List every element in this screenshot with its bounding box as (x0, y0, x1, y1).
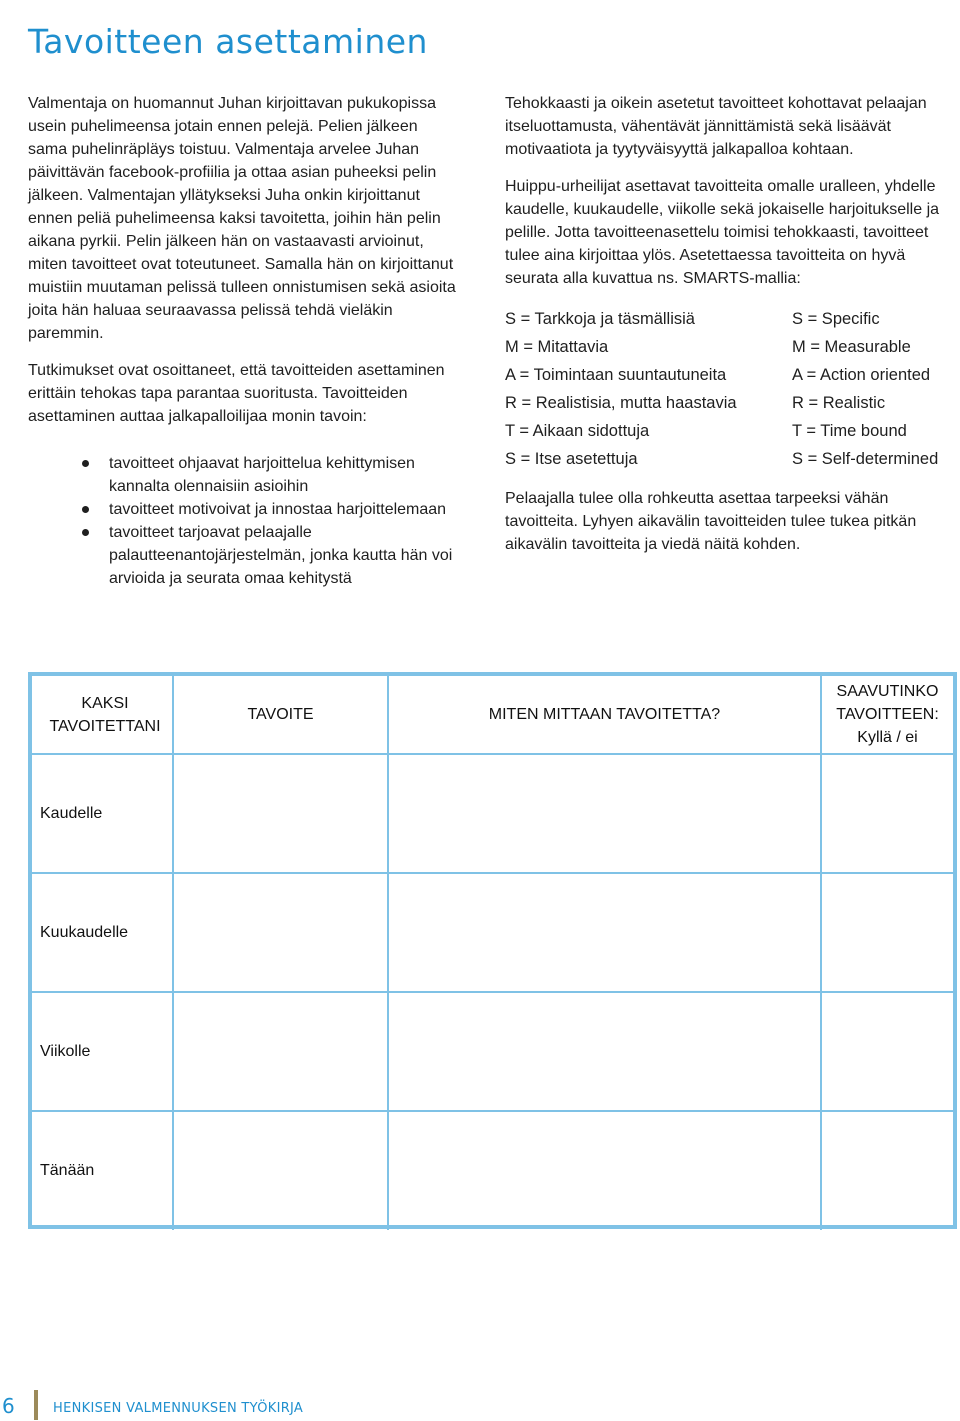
achieved-cell[interactable] (821, 992, 953, 1111)
measure-cell[interactable] (388, 754, 821, 873)
smarts-fi-a: A = Toimintaan suuntautuneita (505, 366, 727, 384)
header-achieved: SAAVUTINKO TAVOITTEEN: Kyllä / ei (821, 676, 953, 754)
achieved-cell[interactable] (821, 754, 953, 873)
goal-cell[interactable] (173, 1111, 388, 1230)
table-header-row (32, 676, 953, 754)
courage-paragraph: Pelaajalla tulee olla rohkeutta asettaa tarpeeksi vähän tavoitteita. Lyhyen aikavälin tavoitteiden tulee tukea pitkän aikavälin tavoitteita ja viedä näitä kohden. (505, 490, 917, 553)
measure-cell[interactable] (388, 873, 821, 992)
table-row (32, 754, 953, 873)
header-how-to-measure: MITEN MITTAAN TAVOITETTA? (388, 676, 821, 754)
smarts-en-t: T = Time bound (792, 422, 907, 440)
benefits-list (28, 452, 460, 590)
page-footer (0, 1390, 960, 1421)
row-label-week: Viikolle (32, 992, 173, 1111)
goal-cell[interactable] (173, 873, 388, 992)
smarts-fi-m: M = Mitattavia (505, 338, 609, 356)
table-row (32, 992, 953, 1111)
research-paragraph: Tutkimukset ovat osoittaneet, että tavoitteiden asettaminen erittäin tehokas tapa parantaa suoritusta. Tavoitteiden asettaminen auttaa jalkapalloilijaa monin tavoin: (28, 362, 445, 425)
list-item: tavoitteet motivoivat ja innostaa harjoittelemaan (28, 498, 460, 521)
table-row (32, 873, 953, 992)
intro-story-paragraph: Valmentaja on huomannut Juhan kirjoittavan pukukopissa usein puhelimeensa jotain ennen pelejä. Pelien jälkeen sama puhelinräpläys toistuu. Valmentaja arvelee Juhan päivittävän facebook-profiilia ja ottaa asian puheeksi pelin jälkeen. Valmentajan yllätykseksi Juha onkin kirjoittanut ennen peliä puhelimeensa kaksi tavoitetta, joihin hän pelin aikana pyrkii. Pelin jälkeen hän on vastaavasti arvioinut, miten tavoitteet ovat toteutuneet. Samalla hän on kirjoittanut muistiin muutaman pelissä tulleen onnistumisen sekä asioita joita hän haluaa seuraavassa pelissä tehdä vieläkin paremmin. (28, 95, 456, 342)
smarts-fi-s1: S = Tarkkoja ja täsmällisiä (505, 310, 695, 328)
bullet-icon (82, 529, 89, 536)
measure-cell[interactable] (388, 992, 821, 1111)
bullet-icon (82, 506, 89, 513)
goal-worksheet-table (28, 672, 957, 1229)
goal-cell[interactable] (173, 992, 388, 1111)
row-label-month: Kuukaudelle (32, 873, 173, 992)
smarts-en-m: M = Measurable (792, 338, 911, 356)
smarts-en-r: R = Realistic (792, 394, 886, 412)
page-number: 6 (2, 1394, 15, 1418)
left-column (28, 92, 460, 590)
list-item: tavoitteet tarjoavat pelaajalle palautteenantojärjestelmän, jonka kautta hän voi arvioida ja seurata omaa kehitystä (28, 521, 460, 590)
table-row (32, 1111, 953, 1230)
row-label-today: Tänään (32, 1111, 173, 1230)
smarts-en-a: A = Action oriented (792, 366, 931, 384)
header-two-goals: KAKSI TAVOITETTANI (32, 676, 173, 754)
achieved-cell[interactable] (821, 873, 953, 992)
confidence-paragraph: Tehokkaasti ja oikein asetetut tavoitteet kohottavat pelaajan itseluottamusta, vähentävät jännittämistä sekä lisäävät motivaatiota ja tyytyväisyyttä jalkapalloa kohtaan. (505, 95, 927, 158)
footer-divider (34, 1390, 38, 1420)
elite-athletes-paragraph: Huippu-urheilijat asettavat tavoitteita omalle uralleen, yhdelle kaudelle, kuukaudelle, viikolle sekä jokaiselle harjoitukselle ja pelille. Jotta tavoitteenasettelu toimisi tehokkaasti, tavoitteet tulee aina kirjoittaa ylös. Asetettaessa tavoitteita on hyvä seurata alla kuvattua ns. SMARTS-mallia: (505, 178, 940, 287)
list-item: tavoitteet ohjaavat harjoittelua kehittymisen kannalta olennaisiin asioihin (28, 452, 460, 498)
measure-cell[interactable] (388, 1111, 821, 1230)
smarts-fi-t: T = Aikaan sidottuja (505, 422, 650, 440)
right-column (505, 92, 945, 570)
book-title: HENKISEN VALMENNUKSEN TYÖKIRJA (53, 1401, 304, 1416)
bullet-icon (82, 460, 89, 467)
page-title: Tavoitteen asettaminen (28, 22, 428, 62)
smarts-en-s2: S = Self-determined (792, 450, 939, 468)
smarts-fi-s2: S = Itse asetettuja (505, 450, 638, 468)
smarts-model-list (505, 308, 945, 471)
header-goal: TAVOITE (173, 676, 388, 754)
row-label-season: Kaudelle (32, 754, 173, 873)
smarts-en-s1: S = Specific (792, 310, 880, 328)
goal-cell[interactable] (173, 754, 388, 873)
achieved-cell[interactable] (821, 1111, 953, 1230)
smarts-fi-r: R = Realistisia, mutta haastavia (505, 394, 737, 412)
